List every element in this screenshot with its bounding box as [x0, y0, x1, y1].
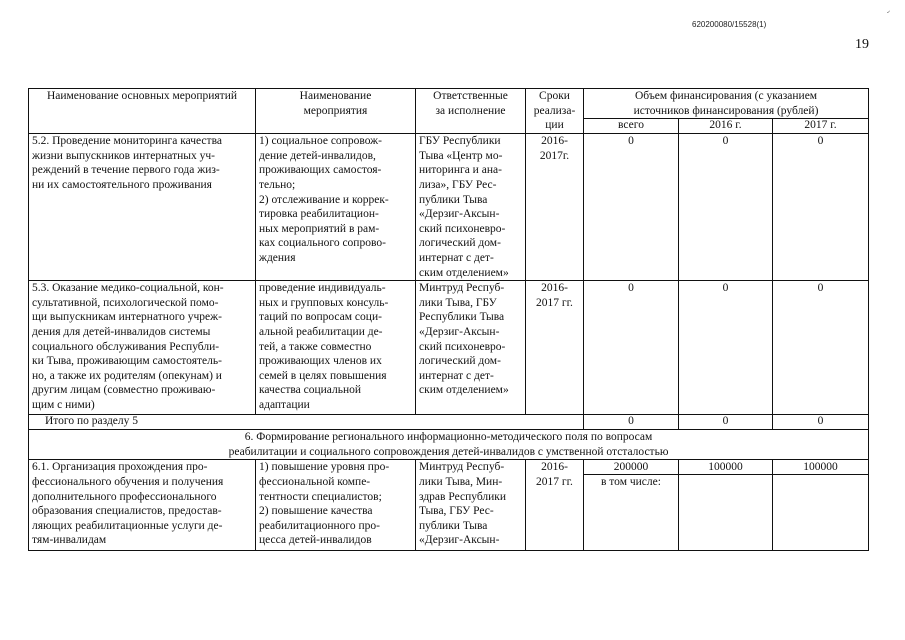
y2017-5-2: 0 [773, 134, 869, 281]
section-5-y2016: 0 [679, 415, 773, 430]
total-5-3: 0 [584, 281, 679, 415]
program-table [28, 88, 869, 551]
section-5-total-row [29, 415, 869, 430]
header-measures: Наименование основных мероприятий [29, 89, 256, 134]
total-6-1-cell [584, 460, 679, 551]
y2017-5-3: 0 [773, 281, 869, 415]
deadline-6-1: 2016- 2017 гг. [526, 460, 584, 551]
header-2016: 2016 г. [679, 119, 773, 134]
header-total: всего [584, 119, 679, 134]
table-row [29, 281, 869, 415]
responsible-5-2: ГБУ Республики Тыва «Центр мо- ниторинга и ана- лиза», ГБУ Рес- публики Тыва «Дерзиг-Аксын- ский психоневро- логический дом- интернат с дет- ским отделением» [416, 134, 526, 281]
y2017-6-1: 100000 [773, 460, 868, 475]
y2016-6-1: 100000 [679, 460, 772, 475]
measure-5-2: 5.2. Проведение мониторинга качества жизни выпускников интернатных уч- реждений в течение первого года жиз- ни их самостоятельного проживания [29, 134, 256, 281]
responsible-5-3: Минтруд Респуб- лики Тыва, ГБУ Республики Тыва «Дерзиг-Аксын- ский психоневро- логический дом- интернат с дет- ским отделением» [416, 281, 526, 415]
events-6-1: 1) повышение уровня про- фессиональной компе- тентности специалистов; 2) повышение качества реабилитационного про- цесса детей-инвалидов [256, 460, 416, 551]
header-event-name: Наименование мероприятия [256, 89, 416, 134]
measure-5-3: 5.3. Оказание медико-социальной, кон- сультативной, психологической помо- щи выпускникам интернатного учреж- дения для детей-инвалидов системы социального обслуживания Республи- ки Тыва, проживающим самостоятель- но, а также их родителям (опекунам) и другим лицам (совместно проживаю- щим с ними) [29, 281, 256, 415]
y2017-6-1-cell [773, 460, 869, 551]
y2016-5-2: 0 [679, 134, 773, 281]
section-6-heading: 6. Формирование регионального информационно-методического поля по вопросам реабилитации и социального сопровождения детей-инвалидов с умственной отсталостью [29, 430, 869, 460]
document-id: 620200080/15528(1) [692, 20, 767, 29]
section-6-heading-row [29, 430, 869, 460]
table-header-row [29, 89, 869, 119]
deadline-5-2: 2016- 2017г. [526, 134, 584, 281]
table-row [29, 134, 869, 281]
y2016-5-3: 0 [679, 281, 773, 415]
events-5-2: 1) социальное сопровож- дение детей-инвалидов, проживающих самостоя- тельно; 2) отслеживание и коррек- тировка реабилитацион- ных мероприятий в рам- ках социального сопрово- ждения [256, 134, 416, 281]
header-financing: Объем финансирования (с указанием источников финансирования (рублей) [584, 89, 869, 119]
measure-6-1: 6.1. Организация прохождения про- фессионального обучения и получения дополнительного профессионального образования специалистов, предостав- ляющих реабилитационные услуги де- тям-инвалидам [29, 460, 256, 551]
section-5-y2017: 0 [773, 415, 869, 430]
header-deadline: Сроки реализа- ции [526, 89, 584, 134]
responsible-6-1: Минтруд Респуб- лики Тыва, Мин- здрав Республики Тыва, ГБУ Рес- публики Тыва «Дерзиг-Аксын- [416, 460, 526, 551]
header-responsible: Ответственные за исполнение [416, 89, 526, 134]
events-5-3: проведение индивидуаль- ных и групповых консуль- таций по вопросам соци- альной реабилитации де- тей, а также совместно проживающих членов их семей в целях повышения качества социальной адаптации [256, 281, 416, 415]
including-label: в том числе: [601, 476, 661, 489]
header-2017: 2017 г. [773, 119, 869, 134]
total-6-1: 200000 [584, 460, 678, 475]
total-5-2: 0 [584, 134, 679, 281]
section-5-total-label: Итого по разделу 5 [29, 415, 584, 430]
page-number: 19 [855, 37, 869, 52]
table-row [29, 460, 869, 551]
corner-mark: ヽ [883, 7, 893, 16]
y2016-6-1-cell [679, 460, 773, 551]
deadline-5-3: 2016- 2017 гг. [526, 281, 584, 415]
section-5-total: 0 [584, 415, 679, 430]
